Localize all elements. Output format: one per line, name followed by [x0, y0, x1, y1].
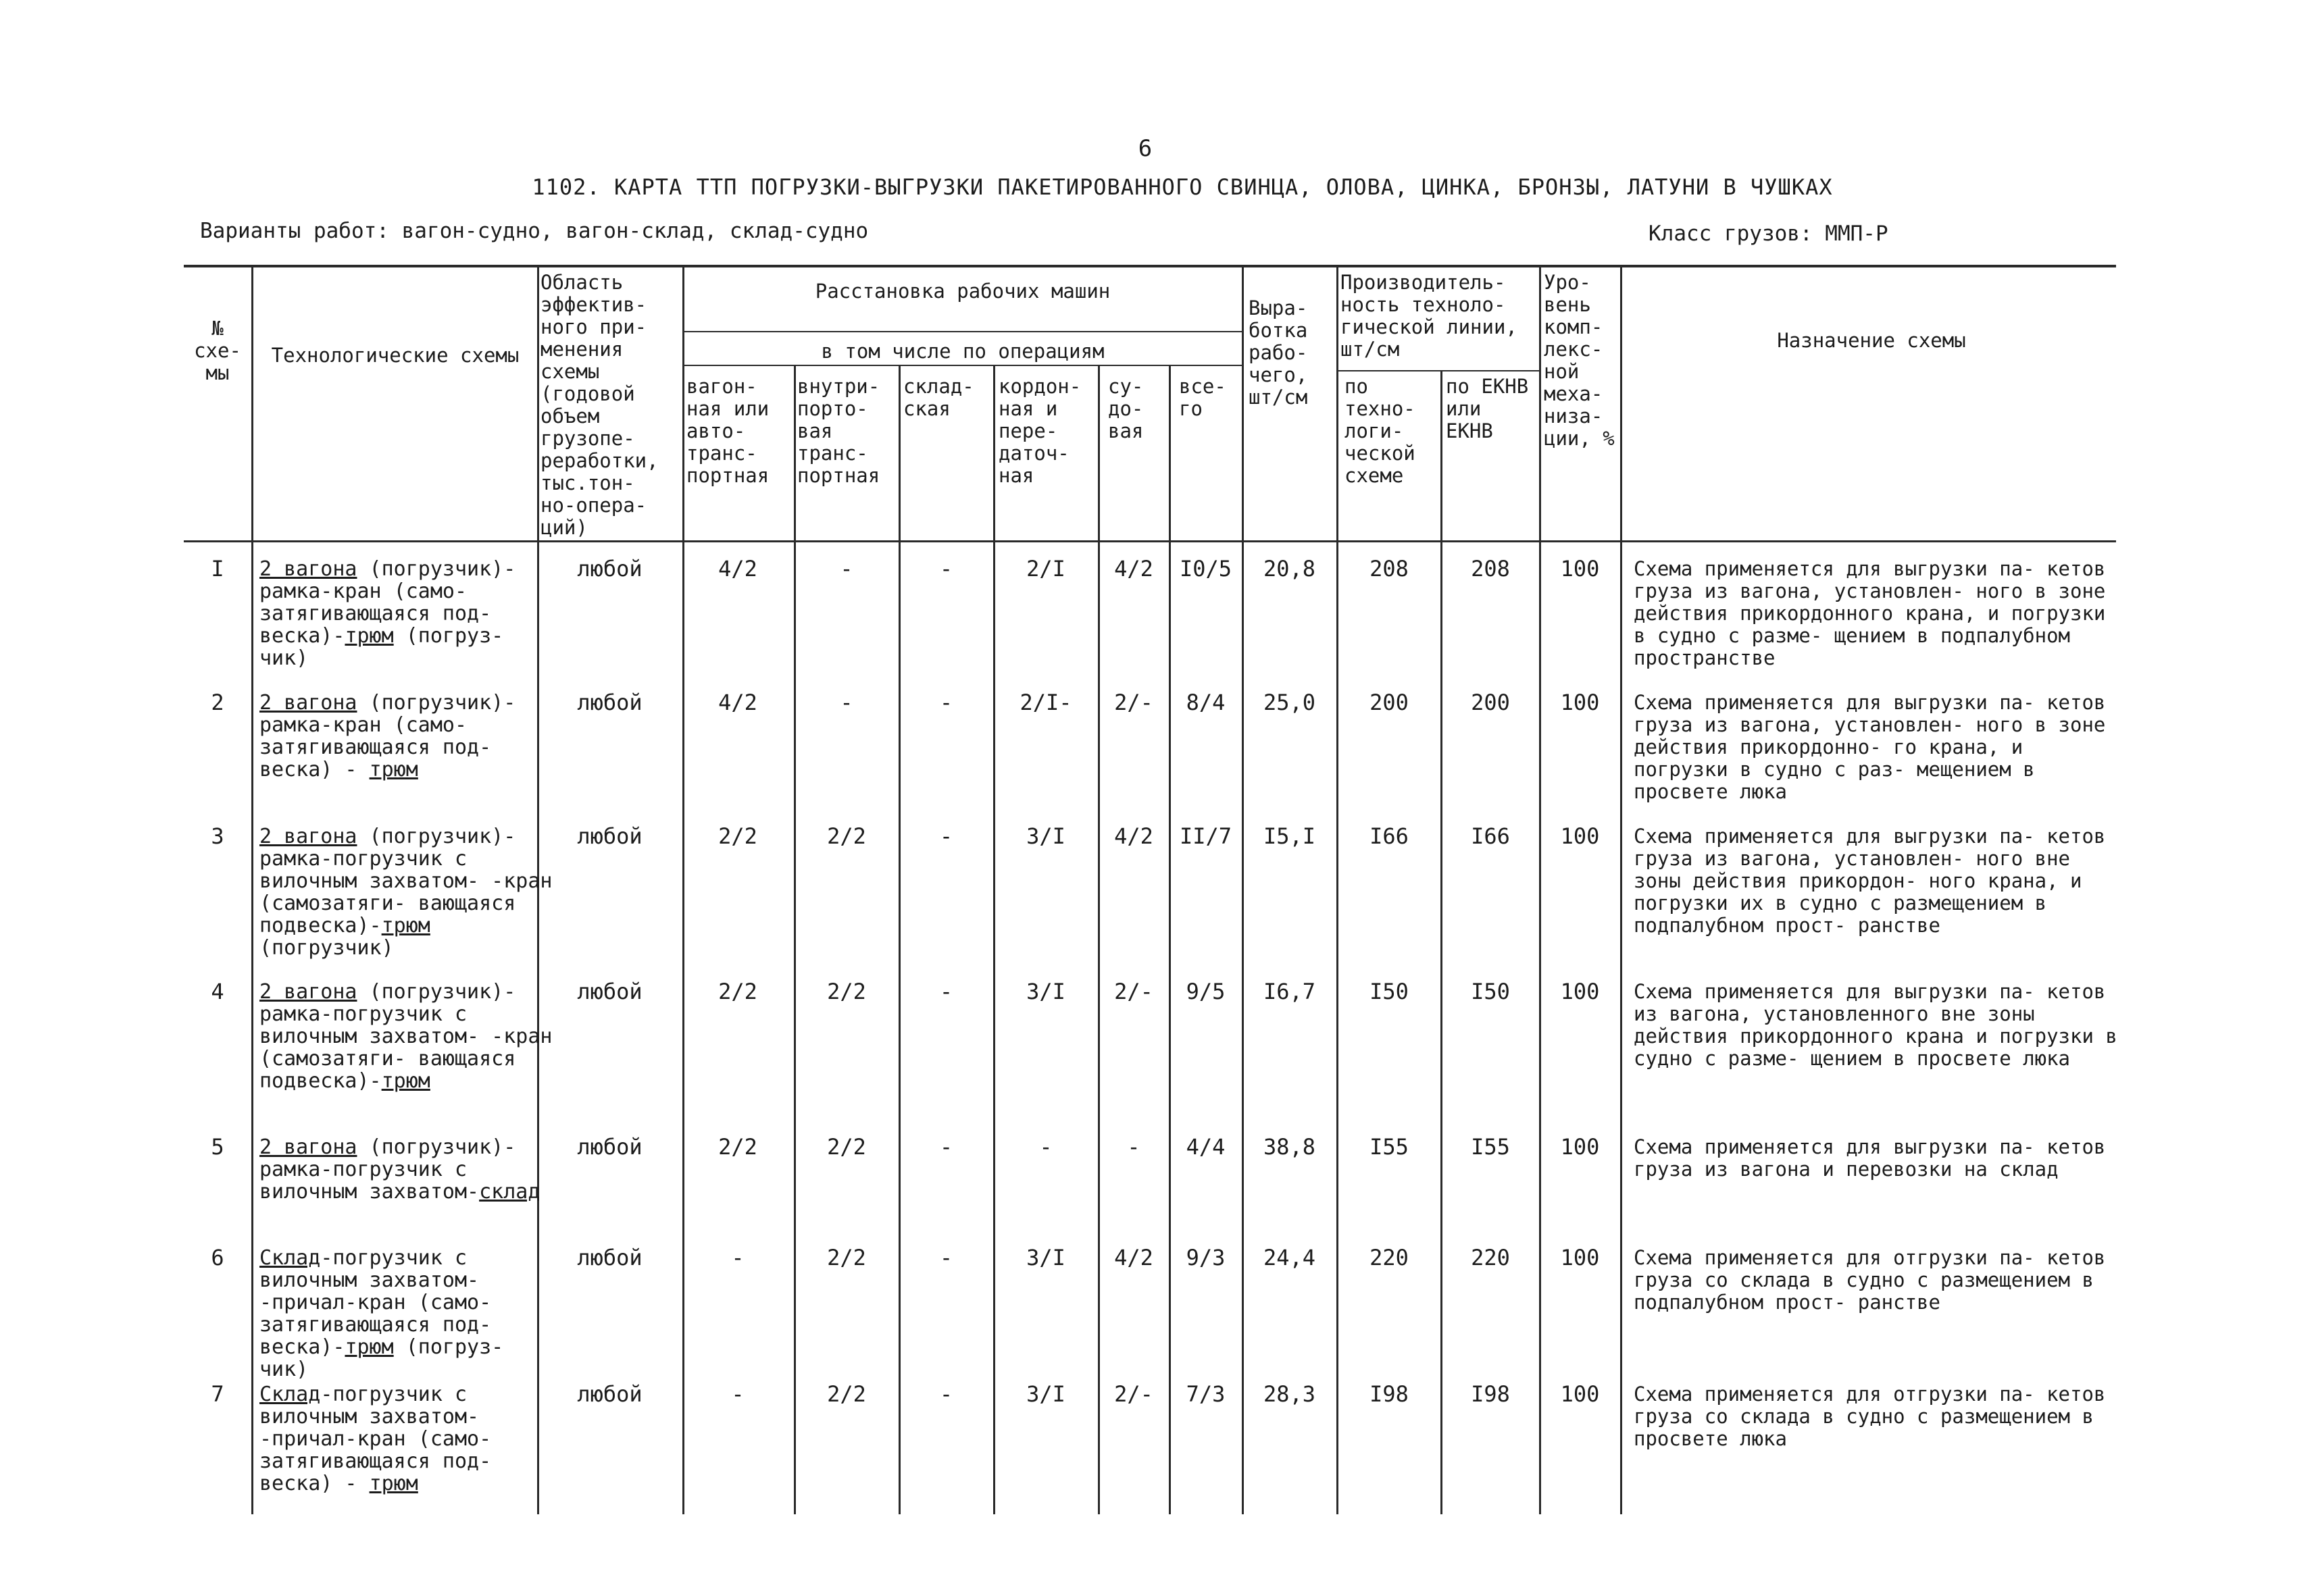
row-op-ship: 4/2: [1114, 1245, 1153, 1270]
row-application-area: любой: [577, 1381, 643, 1407]
col-divider: [899, 366, 901, 1514]
row-op-quay: 3/I: [1026, 979, 1065, 1004]
placement-sub-rule: [682, 331, 1243, 332]
row-application-area: любой: [577, 690, 643, 715]
header-schemes: Технологические схемы: [271, 344, 520, 367]
row-application-area: любой: [577, 1245, 643, 1270]
col-divider: [993, 366, 995, 1514]
row-op-ship: 2/-: [1114, 1381, 1153, 1407]
header-by-operations: в том числе по операциям: [821, 340, 1105, 363]
header-bottom-rule: [184, 540, 2116, 542]
row-mechanization-level: 100: [1560, 556, 1600, 582]
row-op-wagon: -: [731, 1381, 745, 1407]
row-scheme-purpose: Схема применяется для выгрузки па- кетов груза из вагона и перевозки на склад: [1634, 1135, 2106, 1181]
row-op-total: 7/3: [1186, 1381, 1226, 1407]
document-title: 1102. КАРТА ТТП ПОГРУЗКИ-ВЫГРУЗКИ ПАКЕТИРОВАННОГО СВИНЦА, ОЛОВА, ЦИНКА, БРОНЗЫ, ЛАТУНИ В ЧУШКАХ: [532, 174, 1833, 200]
row-prod-by-eknv: 208: [1471, 556, 1510, 582]
productivity-sub-rule: [1338, 370, 1540, 371]
row-prod-by-scheme: 208: [1369, 556, 1409, 582]
row-scheme-purpose: Схема применяется для выгрузки па- кетов груза из вагона, установлен- ного вне зоны действия прикордон- ного крана, и погрузки их в судно с размещением в подпалубном прост- ранстве: [1634, 825, 2106, 937]
row-op-total: 4/4: [1186, 1134, 1226, 1160]
row-op-quay: 3/I: [1026, 1381, 1065, 1407]
row-technological-scheme: Склад-погрузчик с вилочным захватом- -причал-кран (само- затягивающаяся под- веска)-трюм (погруз- чик): [259, 1246, 504, 1381]
row-op-internal: -: [840, 556, 853, 582]
row-prod-by-scheme: 200: [1369, 690, 1409, 715]
cargo-class: Класс грузов: ММП-Р: [1649, 222, 1888, 246]
col-divider: [1169, 366, 1171, 1514]
row-mechanization-level: 100: [1560, 1245, 1600, 1270]
row-technological-scheme: Склад-погрузчик с вилочным захватом- -причал-кран (само- затягивающаяся под- веска) - трюм: [259, 1383, 492, 1495]
row-op-total: 9/5: [1186, 979, 1226, 1004]
table-top-rule: [184, 265, 2116, 267]
row-prod-by-eknv: I66: [1471, 823, 1510, 849]
col-divider: [1440, 371, 1442, 1514]
row-prod-by-eknv: I50: [1471, 979, 1510, 1004]
row-scheme-purpose: Схема применяется для отгрузки па- кетов груза со склада в судно с размещением в подпалубном прост- ранстве: [1634, 1246, 2106, 1314]
col-divider: [1539, 265, 1541, 1514]
row-op-internal: 2/2: [827, 1134, 866, 1160]
row-op-quay: 3/I: [1026, 1245, 1065, 1270]
header-application-area: Область эффектив- ного при- менения схемы (годовой объем грузопе- реработки, тыс.тон- но-опера- ций): [540, 271, 659, 539]
row-scheme-number: 7: [211, 1381, 224, 1407]
row-mechanization-level: 100: [1560, 690, 1600, 715]
row-mechanization-level: 100: [1560, 1134, 1600, 1160]
row-op-internal: 2/2: [827, 979, 866, 1004]
row-op-warehouse: -: [939, 690, 953, 715]
row-scheme-number: I: [211, 556, 224, 582]
row-worker-output: 25,0: [1263, 690, 1316, 715]
col-divider: [1336, 265, 1338, 1514]
row-op-internal: -: [840, 690, 853, 715]
header-scheme-purpose: Назначение схемы: [1777, 329, 1966, 352]
row-worker-output: 28,3: [1263, 1381, 1316, 1407]
work-variants: Варианты работ: вагон-судно, вагон-склад, склад-судно: [200, 219, 869, 243]
row-op-ship: 4/2: [1114, 823, 1153, 849]
header-op-internal: внутри- порто- вая транс- портная: [797, 375, 880, 487]
col-divider: [251, 265, 253, 1514]
row-op-wagon: 2/2: [718, 979, 757, 1004]
header-prod-by-eknv: по ЕКНВ или ЕКНВ: [1446, 375, 1529, 442]
row-op-quay: -: [1039, 1134, 1053, 1160]
col-divider: [1242, 265, 1244, 1514]
row-prod-by-scheme: 220: [1369, 1245, 1409, 1270]
header-worker-output: Выра- ботка рабо- чего, шт/см: [1249, 297, 1308, 409]
row-op-ship: 2/-: [1114, 690, 1153, 715]
row-op-wagon: 4/2: [718, 556, 757, 582]
header-scheme-number: № схе- мы: [194, 317, 241, 384]
row-op-warehouse: -: [939, 556, 953, 582]
header-op-total: все- го: [1179, 375, 1226, 420]
header-op-wagon: вагон- ная или авто- транс- портная: [686, 375, 770, 487]
row-technological-scheme: 2 вагона (погрузчик)-рамка-погрузчик с вилочным захватом- -кран (самозатяги- вающаяся подвеска)-трюм (погрузчик): [259, 825, 553, 960]
row-prod-by-eknv: 200: [1471, 690, 1510, 715]
row-op-total: II/7: [1179, 823, 1232, 849]
row-op-total: 8/4: [1186, 690, 1226, 715]
row-op-warehouse: -: [939, 1245, 953, 1270]
row-worker-output: 24,4: [1263, 1245, 1316, 1270]
row-op-quay: 2/I: [1026, 556, 1065, 582]
header-op-ship: су- до- вая: [1108, 375, 1144, 442]
row-prod-by-scheme: I66: [1369, 823, 1409, 849]
row-op-quay: 2/I-: [1020, 690, 1072, 715]
row-mechanization-level: 100: [1560, 979, 1600, 1004]
ops-sub-rule: [682, 365, 1243, 366]
row-op-quay: 3/I: [1026, 823, 1065, 849]
row-scheme-number: 4: [211, 979, 224, 1004]
header-machine-placement: Расстановка рабочих машин: [815, 280, 1111, 303]
row-scheme-purpose: Схема применяется для выгрузки па- кетов из вагона, установленного вне зоны действия прикордонного крана и погрузки в судно с разме- щением в просвете люка: [1634, 980, 2117, 1070]
row-prod-by-eknv: I98: [1471, 1381, 1510, 1407]
row-op-ship: 4/2: [1114, 556, 1153, 582]
row-worker-output: I6,7: [1263, 979, 1316, 1004]
row-prod-by-scheme: I98: [1369, 1381, 1409, 1407]
header-prod-by-scheme: по техно- логи- ческой схеме: [1344, 375, 1415, 487]
row-op-ship: 2/-: [1114, 979, 1153, 1004]
row-op-warehouse: -: [939, 1134, 953, 1160]
row-op-internal: 2/2: [827, 1245, 866, 1270]
col-divider: [1620, 265, 1622, 1514]
row-scheme-number: 5: [211, 1134, 224, 1160]
row-prod-by-eknv: I55: [1471, 1134, 1510, 1160]
row-mechanization-level: 100: [1560, 1381, 1600, 1407]
header-mechanization-level: Уро- вень комп- лекс- ной меха- низа- ции, %: [1544, 271, 1615, 450]
row-op-wagon: 2/2: [718, 823, 757, 849]
row-technological-scheme: 2 вагона (погрузчик)-рамка-погрузчик с вилочным захватом-склад: [259, 1135, 540, 1204]
row-op-warehouse: -: [939, 979, 953, 1004]
row-prod-by-eknv: 220: [1471, 1245, 1510, 1270]
row-prod-by-scheme: I55: [1369, 1134, 1409, 1160]
row-scheme-purpose: Схема применяется для выгрузки па- кетов груза из вагона, установлен- ного в зоне действия прикордонно- го крана, и погрузки в судно с раз- мещением в просвете люка: [1634, 691, 2106, 803]
row-op-wagon: 4/2: [718, 690, 757, 715]
row-application-area: любой: [577, 556, 643, 582]
row-op-total: 9/3: [1186, 1245, 1226, 1270]
row-op-wagon: 2/2: [718, 1134, 757, 1160]
row-prod-by-scheme: I50: [1369, 979, 1409, 1004]
row-op-internal: 2/2: [827, 823, 866, 849]
row-technological-scheme: 2 вагона (погрузчик)-рамка-погрузчик с вилочным захватом- -кран (самозатяги- вающаяся подвеска)-трюм: [259, 980, 553, 1093]
row-worker-output: 38,8: [1263, 1134, 1316, 1160]
row-worker-output: I5,I: [1263, 823, 1316, 849]
row-technological-scheme: 2 вагона (погрузчик)-рамка-кран (само- затягивающаяся под- веска) - трюм: [259, 691, 516, 781]
row-scheme-number: 3: [211, 823, 224, 849]
row-application-area: любой: [577, 979, 643, 1004]
row-scheme-number: 6: [211, 1245, 224, 1270]
col-divider: [1098, 366, 1100, 1514]
row-op-warehouse: -: [939, 1381, 953, 1407]
row-op-warehouse: -: [939, 823, 953, 849]
row-scheme-purpose: Схема применяется для отгрузки па- кетов груза со склада в судно с размещением в просвете люка: [1634, 1383, 2106, 1450]
row-scheme-number: 2: [211, 690, 224, 715]
page-number: 6: [1138, 135, 1153, 162]
col-divider: [682, 265, 684, 1514]
header-productivity: Производитель- ность техноло- гической линии, шт/см: [1340, 271, 1517, 361]
header-op-quay: кордон- ная и пере- даточ- ная: [999, 375, 1082, 487]
row-op-total: I0/5: [1179, 556, 1232, 582]
row-op-wagon: -: [731, 1245, 745, 1270]
row-op-ship: -: [1127, 1134, 1140, 1160]
row-scheme-purpose: Схема применяется для выгрузки па- кетов груза из вагона, установлен- ного в зоне действия прикордонного крана, и погрузки в судно с разме- щением в подпалубном пространстве: [1634, 557, 2106, 669]
col-divider: [794, 366, 796, 1514]
row-technological-scheme: 2 вагона (погрузчик)-рамка-кран (само- затягивающаяся под- веска)-трюм (погруз- чик): [259, 557, 516, 670]
row-application-area: любой: [577, 1134, 643, 1160]
row-worker-output: 20,8: [1263, 556, 1316, 582]
row-mechanization-level: 100: [1560, 823, 1600, 849]
row-application-area: любой: [577, 823, 643, 849]
header-op-warehouse: склад- ская: [903, 375, 974, 420]
row-op-internal: 2/2: [827, 1381, 866, 1407]
